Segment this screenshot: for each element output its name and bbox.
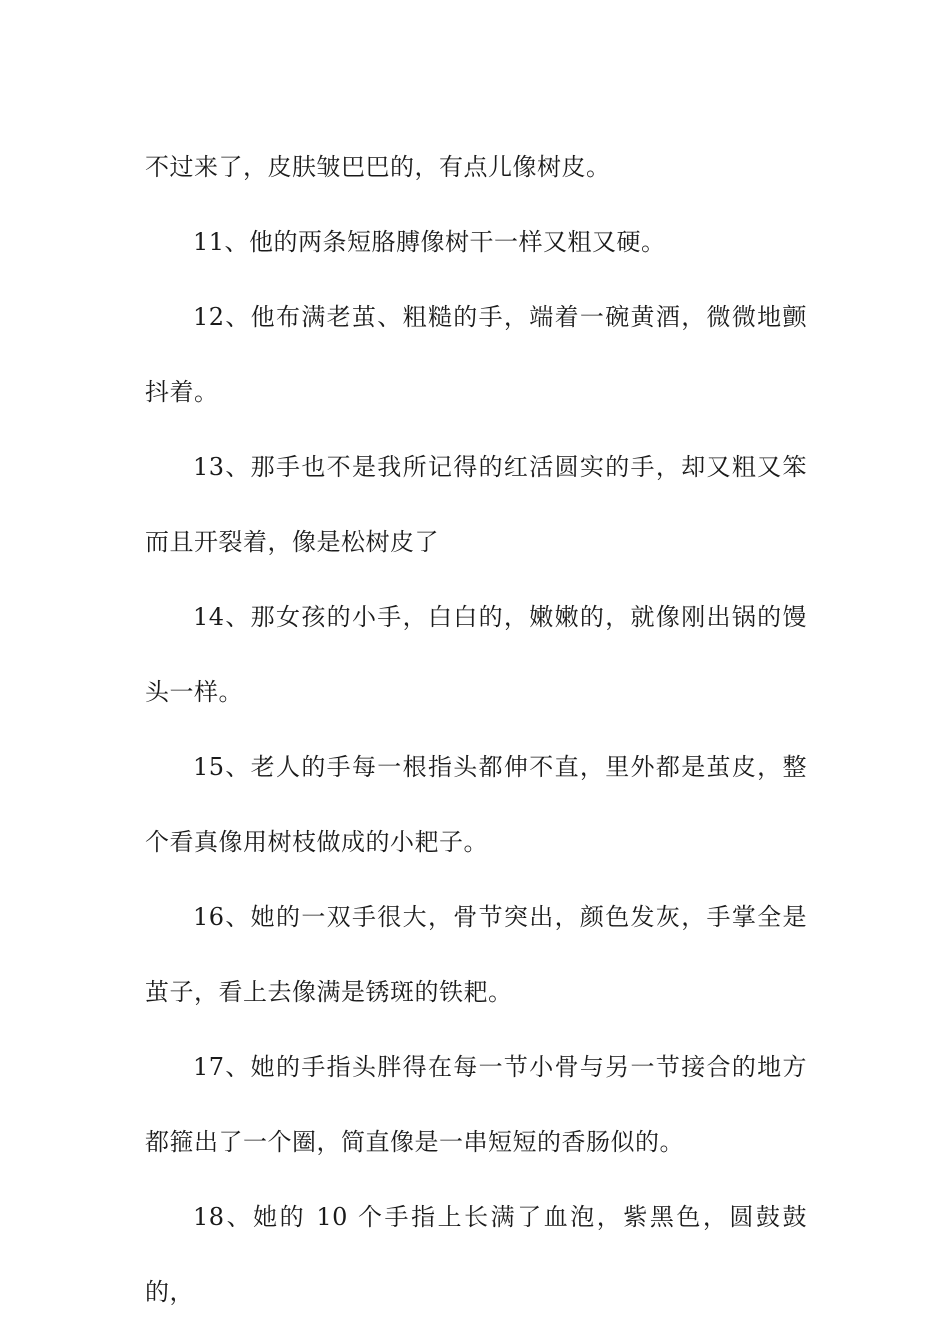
paragraph-item-11: 11、他的两条短胳膊像树干一样又粗又硬。 bbox=[193, 228, 666, 256]
document-body bbox=[145, 130, 807, 1330]
paragraph-continuation: 不过来了，皮肤皱巴巴的，有点儿像树皮。 bbox=[145, 153, 611, 181]
paragraph-item-14: 14、那女孩的小手，白白的，嫩嫩的，就像刚出锅的馒头一样。 bbox=[145, 603, 807, 706]
paragraph-item-13: 13、那手也不是我所记得的红活圆实的手，却又粗又笨而且开裂着，像是松树皮了 bbox=[145, 453, 807, 556]
paragraph-item-16: 16、她的一双手很大，骨节突出，颜色发灰，手掌全是茧子，看上去像满是锈斑的铁耙。 bbox=[145, 903, 807, 1006]
paragraph-item-18: 18、她的 10 个手指上长满了血泡，紫黑色，圆鼓鼓的， bbox=[145, 1203, 807, 1306]
paragraph-item-12: 12、他布满老茧、粗糙的手，端着一碗黄酒，微微地颤抖着。 bbox=[145, 303, 807, 406]
paragraph-item-17: 17、她的手指头胖得在每一节小骨与另一节接合的地方都箍出了一个圈，简直像是一串短短的香肠似的。 bbox=[145, 1053, 807, 1156]
paragraph-item-15: 15、老人的手每一根指头都伸不直，里外都是茧皮，整个看真像用树枝做成的小耙子。 bbox=[145, 753, 807, 856]
